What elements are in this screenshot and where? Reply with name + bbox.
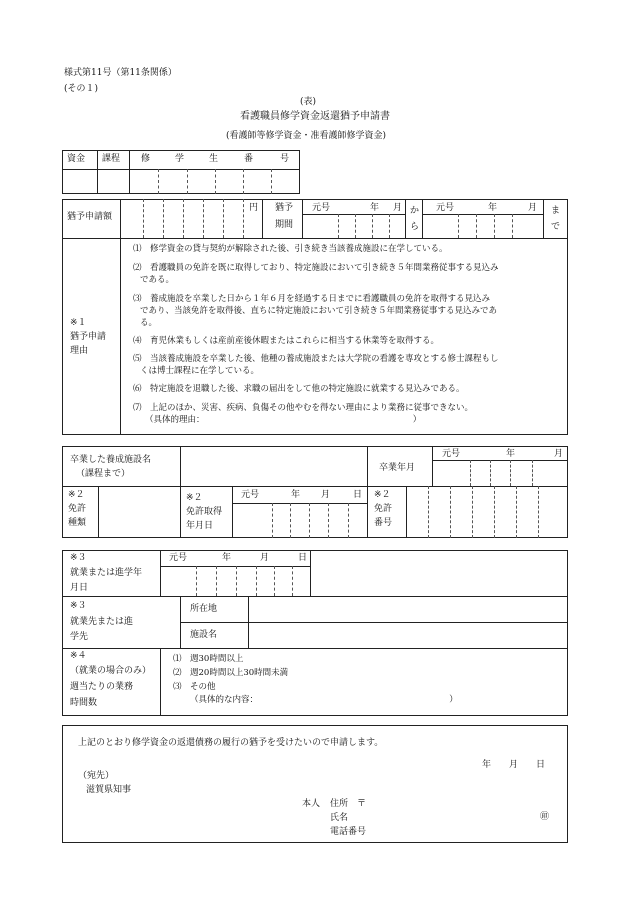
form-face: (表) [300,97,317,107]
reason-label: 理由 [70,346,89,356]
reason-item[interactable]: ⑶ 養成施設を卒業した日から１年６月を経過する日までに看護職員の免許を取得する見込み [133,294,491,304]
year-label: 年 [488,203,498,213]
form-number: 様式第11号（第11条関係） [64,68,177,78]
month-label: 月 [260,553,270,563]
applicant-name-label: 氏名 [330,813,349,823]
yen-unit: 円 [249,203,259,213]
license-type-input[interactable] [99,487,179,537]
form-sub-number: (その１) [64,84,99,94]
reason-item[interactable]: ⑷ 育児休業もしくは産前産後休暇またはこれらに相当する休業等を取得する。 [133,336,440,346]
license-type-label: ※２ [68,490,85,500]
form-title: 看護職員修学資金返還猶予申請書 [240,111,390,122]
era-label: 元号 [442,449,461,459]
period-start-input[interactable] [303,215,404,237]
license-type-label: 免許 [68,504,87,514]
era-label: 元号 [241,490,260,500]
reason-item-cont: である。 [140,275,175,285]
reason-item[interactable]: ⑸ 当該養成施設を卒業した後、他種の養成施設または大学院の看護を専攻とする修士課程もし [133,354,499,364]
deferral-amount-input[interactable] [121,200,261,237]
license-number-label: 免許 [374,504,393,514]
school-name-input[interactable] [181,447,366,485]
school-label: （課程まで） [76,469,131,479]
license-date-input[interactable] [233,504,366,537]
school-label: 卒業した養成施設名 [70,455,152,465]
student-info-input-area[interactable] [62,170,300,194]
work-hours-label: ※４ [70,651,87,661]
until-label: ま [551,206,561,216]
license-date-label: 免許取得 [186,507,223,517]
self-label: 本人 [302,799,321,809]
addressee-label: （宛先） [78,771,115,781]
month-label: 月 [554,449,564,459]
work-hours-label: 時間数 [70,698,98,708]
license-date-label: 年月日 [186,521,214,531]
address-input[interactable] [249,597,567,621]
period-end-input[interactable] [423,215,542,237]
applicant-address-input[interactable] [380,796,550,810]
reason-item[interactable]: ⑵ 看護職員の免許を既に取得しており、特定施設において引き続き５年間業務従事する見込み [133,263,499,273]
employment-date-label: ※３ [70,553,87,563]
license-number-label: 番号 [374,518,393,528]
course-label: 課程 [102,154,121,164]
year-label: 年 [370,203,380,213]
work-hours-option[interactable]: ⑵ 週20時間以上30時間未満 [173,668,289,678]
student-number-char: 学 [175,154,185,164]
grad-ym-label: 卒業年月 [379,463,416,473]
reason-item-cont: であり、当該免許を取得後、直ちに特定施設において引き続き５年間業務従事する見込みであ [140,306,498,316]
applicant-name-input[interactable] [360,810,530,824]
student-number-char: 生 [209,154,219,164]
work-hours-detail-field[interactable]: （具体的な内容： ） [190,695,458,705]
era-label: 元号 [436,203,455,213]
reason-item-cont: る。 [140,318,158,328]
fund-label: 資金 [67,154,86,164]
license-number-input[interactable] [407,487,567,537]
employment-place-label: 学先 [70,632,89,642]
from-label: か [410,206,420,216]
applicant-phone-label: 電話番号 [330,827,367,837]
reason-label: 猶予申請 [70,332,107,342]
employment-date-input[interactable] [161,567,309,595]
work-hours-option[interactable]: ⑶ その他 [173,682,216,692]
facility-input[interactable] [249,623,567,647]
era-label: 元号 [312,203,331,213]
day-label: 日 [298,553,308,563]
governor-label: 滋賀県知事 [86,785,132,795]
applicant-address-label: 住所 〒 [330,799,367,809]
reason-detail-field[interactable]: （具体的理由： ） [145,415,422,425]
grad-date-input[interactable] [433,461,567,485]
declaration-text: 上記のとおり修学資金の返還債務の履行の猶予を受けたいので申請します。 [78,738,384,748]
deferral-amount-label: 猶予申請額 [67,212,113,222]
reason-item[interactable]: ⑹ 特定施設を退職した後、求職の届出をして他の特定施設に就業する見込みである。 [133,384,465,394]
work-hours-label: （就業の場合のみ） [70,666,152,676]
reason-item[interactable]: ⑺ 上記のほか、災害、疾病、負傷その他やむを得ない理由により業務に従事できない。 [133,403,474,413]
employment-date-label: 月日 [70,583,89,593]
applicant-phone-input[interactable] [380,824,550,838]
facility-label: 施設名 [190,630,218,640]
month-label: 月 [393,203,403,213]
day-label: 日 [353,490,363,500]
until-label: で [551,222,561,232]
employment-date-label: 就業または進学年 [70,568,143,578]
employment-place-label: 就業先または進 [70,617,134,627]
employment-place-label: ※３ [70,601,87,611]
student-number-char: 号 [280,154,290,164]
seal-mark: ㊞ [540,812,550,822]
month-label: 月 [528,203,538,213]
license-type-label: 種類 [68,518,87,528]
license-number-label: ※２ [374,490,391,500]
license-date-label: ※２ [186,493,203,503]
period-label: 猶予 [275,203,294,213]
work-hours-label: 週当たりの業務 [70,682,134,692]
student-number-char: 修 [141,154,151,164]
reason-label: ※１ [70,318,87,328]
address-label: 所在地 [190,604,218,614]
reason-item-cont: くは博士課程に在学している。 [140,366,260,376]
student-number-char: 番 [244,154,254,164]
year-label: 年 [506,449,516,459]
application-date[interactable]: 年 月 日 [482,760,546,770]
era-label: 元号 [169,553,188,563]
work-hours-option[interactable]: ⑴ 週30時間以上 [173,654,244,664]
month-label: 月 [321,490,331,500]
year-label: 年 [291,490,301,500]
form-subtitle: (看護師等修学資金・准看護師修学資金) [226,131,387,141]
year-label: 年 [222,553,232,563]
reason-item[interactable]: ⑴ 修学資金の貸与契約が解除された後、引き続き当該養成施設に在学している。 [133,244,448,254]
period-label: 期間 [275,220,294,230]
from-label: ら [410,222,420,232]
